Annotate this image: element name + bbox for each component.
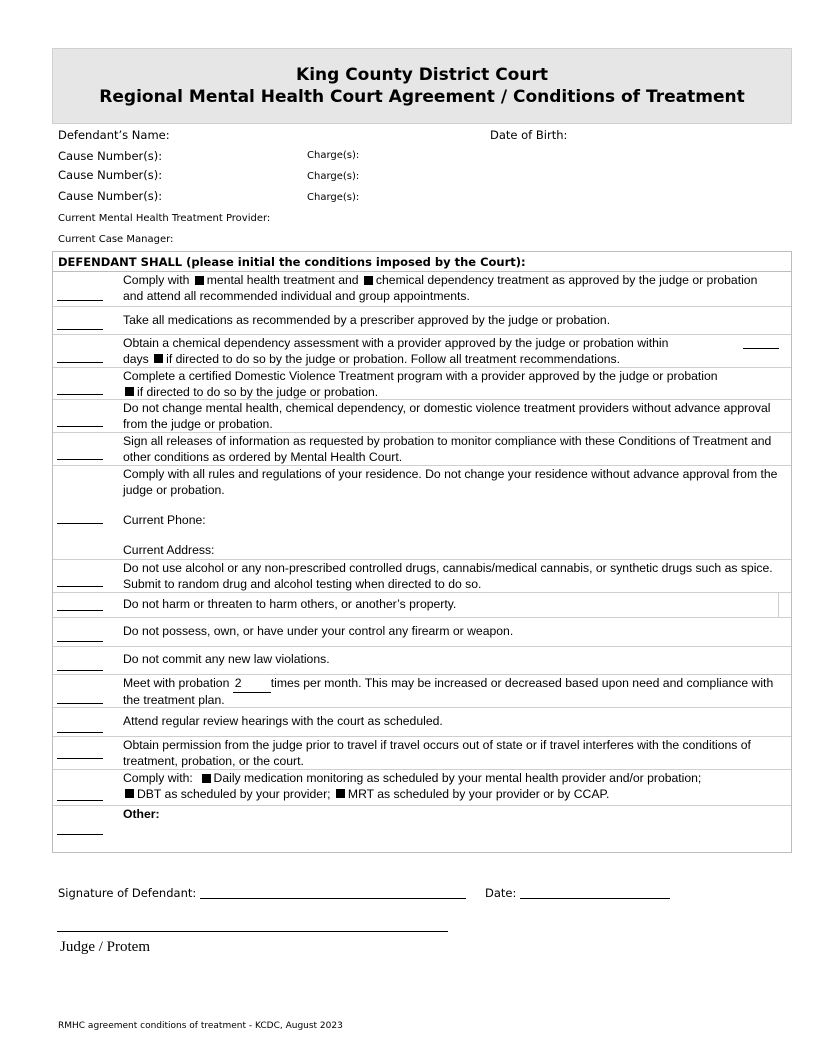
footer-note: RMHC agreement conditions of treatment - KCDC, August 2023 <box>58 1021 343 1031</box>
provider-label: Current Mental Health Treatment Provider: <box>58 213 271 224</box>
condition-text: Comply with: Daily medication monitoring as scheduled by your mental health provider and/or probation; DBT as scheduled by your provider; MRT as scheduled by your provider or by CCAP. <box>123 771 702 801</box>
initial-blank[interactable] <box>57 670 103 671</box>
initial-blank[interactable] <box>57 834 103 835</box>
other-label: Other: <box>123 807 160 821</box>
condition-text: Obtain permission from the judge prior to travel if travel occurs out of state or if travel interferes with the conditions of treatment, probation, or the court. <box>123 738 751 768</box>
charges-label-3: Charge(s): <box>307 192 360 203</box>
initial-blank[interactable] <box>57 586 103 587</box>
form-header <box>52 48 792 124</box>
defendant-signature-line[interactable] <box>200 886 466 899</box>
condition-row-probation-meetings <box>53 675 791 708</box>
condition-row-other <box>53 806 791 852</box>
condition-text: Take all medications as recommended by a prescriber approved by the judge or probation. <box>123 313 611 327</box>
checkbox-dv-treatment[interactable] <box>125 387 134 396</box>
initial-blank[interactable] <box>57 800 103 801</box>
initial-blank[interactable] <box>57 362 103 363</box>
initial-blank[interactable] <box>57 459 103 460</box>
charges-label-1: Charge(s): <box>307 150 360 161</box>
condition-row-monitoring <box>53 770 791 806</box>
condition-text: Do not harm or threaten to harm others, or another’s property. <box>123 597 457 611</box>
initial-blank[interactable] <box>57 641 103 642</box>
cause-number-label-2: Cause Number(s): <box>58 168 163 182</box>
condition-row-no-firearms <box>53 618 791 647</box>
cell-divider <box>778 593 779 617</box>
condition-row-releases <box>53 433 791 466</box>
date-label: Date: <box>485 886 517 900</box>
initial-blank[interactable] <box>57 732 103 733</box>
initial-blank[interactable] <box>57 523 103 524</box>
judge-signature-line[interactable] <box>57 931 448 932</box>
condition-row-no-violations <box>53 647 791 675</box>
meetings-per-month-field[interactable]: 2 <box>233 676 271 693</box>
defendant-name-label: Defendant’s Name: <box>58 128 170 142</box>
condition-text: Do not use alcohol or any non-prescribed controlled drugs, cannabis/medical cannabis, or synthetic drugs such as spice. Submit to random drug and alcohol testing when directed to do so. <box>123 561 773 591</box>
condition-text: Do not possess, own, or have under your control any firearm or weapon. <box>123 624 514 638</box>
days-blank[interactable] <box>743 336 779 349</box>
current-phone-label: Current Phone: <box>123 513 206 527</box>
form-title: Regional Mental Health Court Agreement / Conditions of Treatment <box>99 87 745 107</box>
cause-number-label-3: Cause Number(s): <box>58 189 163 203</box>
condition-text: Complete a certified Domestic Violence Treatment program with a provider approved by the judge or probation if directed to do so by the judge or probation. <box>123 369 718 399</box>
condition-row-dv-treatment <box>53 368 791 400</box>
condition-row-travel <box>53 737 791 770</box>
condition-text: Obtain a chemical dependency assessment with a provider approved by the judge or probation within days if directed to do so by the judge or probation. Follow all treatment recommendations. <box>123 336 779 367</box>
condition-row-no-provider-change <box>53 400 791 433</box>
charges-label-2: Charge(s): <box>307 171 360 182</box>
condition-row-no-drugs <box>53 560 791 593</box>
initial-blank[interactable] <box>57 394 103 395</box>
checkbox-mental-health[interactable] <box>195 276 204 285</box>
conditions-heading: DEFENDANT SHALL (please initial the conditions imposed by the Court): <box>53 252 791 272</box>
condition-text: Comply with mental health treatment and chemical dependency treatment as approved by the judge or probation and attend all recommended individual and group appointments. <box>123 273 758 303</box>
initial-blank[interactable] <box>57 703 103 704</box>
judge-label: Judge / Protem <box>60 939 150 955</box>
condition-text: Attend regular review hearings with the court as scheduled. <box>123 714 443 728</box>
condition-text: Do not change mental health, chemical dependency, or domestic violence treatment providers without advance approval from the judge or probation. <box>123 401 771 431</box>
condition-text: Meet with probation 2 times per month. This may be increased or decreased based upon need and compliance with the treatment plan. <box>123 676 774 707</box>
court-name: King County District Court <box>296 65 548 85</box>
case-manager-label: Current Case Manager: <box>58 234 174 245</box>
condition-row-residence <box>53 466 791 560</box>
initial-blank[interactable] <box>57 300 103 301</box>
initial-blank[interactable] <box>57 426 103 427</box>
dob-label: Date of Birth: <box>490 128 568 142</box>
condition-row-review-hearings <box>53 708 791 737</box>
initial-blank[interactable] <box>57 610 103 611</box>
condition-row-treatment <box>53 272 791 307</box>
condition-text: Sign all releases of information as requested by probation to monitor compliance with these Conditions of Treatment and other conditions as ordered by Mental Health Court. <box>123 434 772 464</box>
conditions-table <box>52 251 792 853</box>
checkbox-chemical-dependency[interactable] <box>364 276 373 285</box>
checkbox-mrt[interactable] <box>336 789 345 798</box>
signature-date <box>485 886 670 900</box>
defendant-signature <box>58 886 466 900</box>
checkbox-cd-assessment[interactable] <box>154 354 163 363</box>
defendant-signature-label: Signature of Defendant: <box>58 886 197 900</box>
cause-number-label-1: Cause Number(s): <box>58 149 163 163</box>
condition-row-cd-assessment <box>53 335 791 368</box>
checkbox-daily-med-monitoring[interactable] <box>202 774 211 783</box>
initial-blank[interactable] <box>57 758 103 759</box>
condition-text: Comply with all rules and regulations of your residence. Do not change your residence without advance approval from the judge or probation. <box>123 467 778 497</box>
condition-row-no-harm <box>53 593 791 618</box>
current-address-label: Current Address: <box>123 543 215 557</box>
condition-row-medications <box>53 307 791 335</box>
initial-blank[interactable] <box>57 329 103 330</box>
condition-text: Do not commit any new law violations. <box>123 652 330 666</box>
date-line[interactable] <box>520 886 670 899</box>
checkbox-dbt[interactable] <box>125 789 134 798</box>
